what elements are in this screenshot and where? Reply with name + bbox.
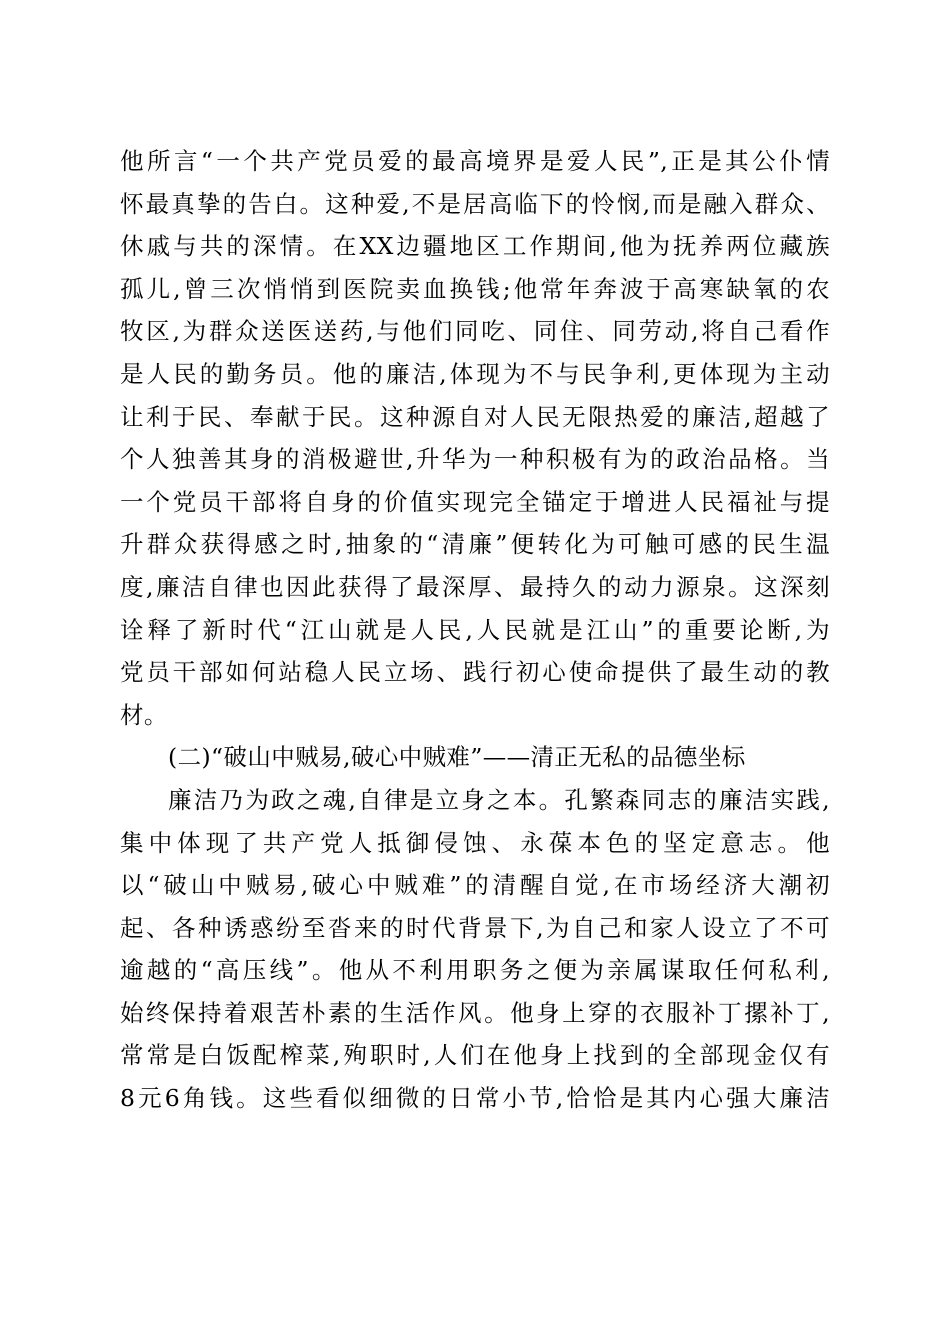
- text-line: 他所言“一个共产党员爱的最高境界是爱人民”,正是其公仆情: [120, 147, 830, 175]
- text-line: 孤儿,曾三次悄悄到医院卖血换钱;他常年奔波于高寒缺氧的农: [120, 274, 830, 303]
- text-line: 8元6角钱。这些看似细微的日常小节,恰恰是其内心强大廉洁: [120, 1084, 830, 1113]
- paragraph-1: [120, 140, 830, 736]
- text-line: 怀最真挚的告白。这种爱,不是居高临下的怜悯,而是融入群众、: [120, 189, 830, 218]
- paragraph-2: [120, 779, 830, 1120]
- text-line: 升群众获得感之时,抽象的“清廉”便转化为可触可感的民生温: [120, 530, 830, 559]
- text-line: 材。: [120, 700, 168, 729]
- section-heading: (二)“破山中贼易,破心中贼难”——清正无私的品德坐标: [168, 743, 746, 772]
- text-line: 党员干部如何站稳人民立场、践行初心使命提供了最生动的教: [120, 658, 830, 687]
- text-line: 常常是白饭配榨菜,殉职时,人们在他身上找到的全部现金仅有: [120, 1041, 830, 1070]
- text-line: 牧区,为群众送医送药,与他们同吃、同住、同劳动,将自己看作: [120, 317, 830, 346]
- text-line: 以“破山中贼易,破心中贼难”的清醒自觉,在市场经济大潮初: [120, 871, 830, 900]
- text-line: 让利于民、奉献于民。这种源自对人民无限热爱的廉洁,超越了: [120, 402, 830, 431]
- document-page: [120, 140, 830, 1120]
- text-line: 度,廉洁自律也因此获得了最深厚、最持久的动力源泉。这深刻: [120, 572, 830, 601]
- text-line: 一个党员干部将自身的价值实现完全锚定于增进人民福祉与提: [120, 487, 830, 516]
- text-line: 始终保持着艰苦朴素的生活作风。他身上穿的衣服补丁摞补丁,: [120, 998, 830, 1027]
- text-line: 起、各种诱惑纷至沓来的时代背景下,为自己和家人设立了不可: [120, 913, 830, 942]
- text-line: 休戚与共的深情。在XX边疆地区工作期间,他为抚养两位藏族: [120, 232, 830, 261]
- text-line: 个人独善其身的消极避世,升华为一种积极有为的政治品格。当: [120, 445, 830, 474]
- text-line: 廉洁乃为政之魂,自律是立身之本。孔繁森同志的廉洁实践,: [168, 785, 830, 814]
- text-line: 诠释了新时代“江山就是人民,人民就是江山”的重要论断,为: [120, 615, 830, 644]
- text-line: 逾越的“高压线”。他从不利用职务之便为亲属谋取任何私利,: [120, 956, 830, 985]
- text-line: 是人民的勤务员。他的廉洁,体现为不与民争利,更体现为主动: [120, 359, 830, 388]
- text-line: 集中体现了共产党人抵御侵蚀、永葆本色的坚定意志。他: [120, 828, 830, 857]
